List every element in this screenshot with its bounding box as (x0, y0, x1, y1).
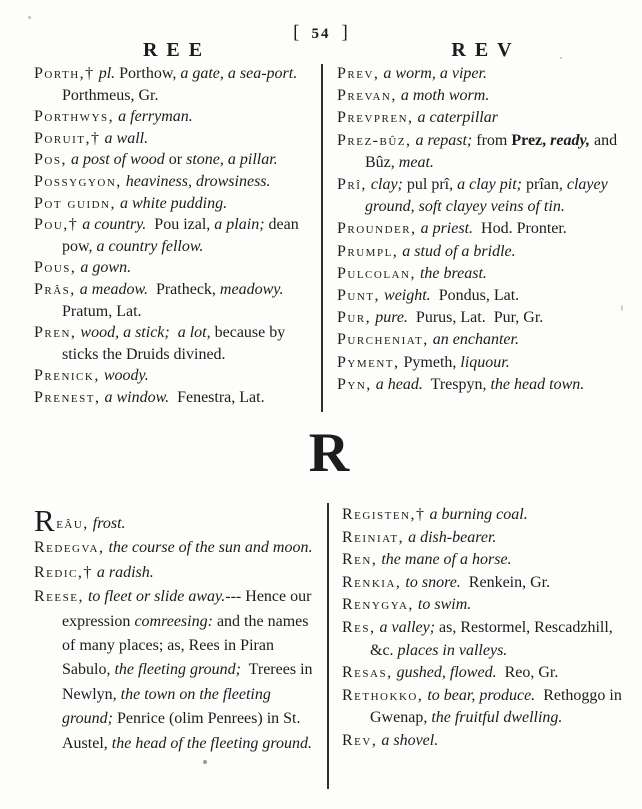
entry-text: the town on the fleeting ground; (62, 685, 275, 728)
dictionary-column-bottom-left (34, 503, 322, 756)
entry-headword: Prumpl, (337, 242, 399, 260)
dictionary-entry (34, 63, 320, 106)
entry-headword: Ren, (342, 551, 378, 569)
entry-text: stone, a pillar. (182, 151, 278, 169)
entry-text: Porthmeus, Gr. (62, 65, 306, 104)
entry-text: prîan, (521, 176, 567, 194)
entry-text: because by sticks the Druids divined. (62, 324, 290, 363)
dictionary-entry (34, 279, 320, 322)
dictionary-entry (337, 307, 635, 329)
entry-text: a ferryman. (114, 108, 193, 126)
dictionary-entry (337, 174, 635, 218)
entry-headword: Prenest, (34, 388, 101, 406)
entry-text: a white pudding. (116, 194, 228, 212)
entry-text: a shovel. (377, 731, 439, 749)
entry-text: a window. (100, 388, 170, 406)
entry-headword: Pou,† (34, 216, 79, 234)
scan-speck (621, 305, 623, 311)
entry-headword: Redegva, (34, 539, 105, 557)
entry-text: Reo, Gr. (496, 664, 559, 682)
page-number-value: 54 (311, 26, 331, 42)
dictionary-entry (337, 241, 635, 263)
dictionary-entry (337, 85, 635, 107)
entry-text: pl. (94, 65, 116, 82)
entry-text: Hence our expression (62, 588, 316, 630)
entry-text: a repast; (411, 131, 473, 149)
dictionary-entry (337, 285, 635, 307)
entry-text: Rethoggo in Gwenap, (370, 686, 626, 727)
dictionary-entry (337, 107, 635, 129)
entry-headword: Renkia, (342, 573, 402, 591)
dictionary-entry (34, 561, 322, 585)
entry-headword: Res, (342, 618, 376, 636)
scan-speck (28, 16, 31, 19)
entry-text: pure. (371, 309, 408, 327)
entry-text: a dish-bearer. (404, 528, 497, 546)
dictionary-entry (34, 503, 322, 538)
entry-text: wood, a stick; a lot, (76, 324, 211, 342)
entry-text: Penrice (olim Penrees) in St. Austel, (62, 710, 304, 752)
entry-text: Fenestra, Lat. (169, 388, 265, 406)
dictionary-entry (337, 218, 635, 240)
entry-text: Pondus, Lat. (430, 287, 520, 305)
entry-text: the fruitful dwelling. (431, 709, 563, 727)
entry-text: Purus, Lat. Pur, Gr. (407, 309, 544, 327)
dictionary-entry (342, 527, 634, 550)
entry-text: an enchanter. (428, 331, 519, 349)
entry-text: a radish. (92, 563, 154, 581)
entry-text: to snore. (401, 573, 461, 591)
entry-text: Hod. Pronter. (473, 220, 567, 238)
dictionary-entry (342, 549, 634, 572)
entry-text: a plain; (214, 216, 265, 234)
dictionary-entry (34, 193, 320, 215)
dictionary-entry (34, 149, 320, 171)
entry-headword: Prevan, (337, 87, 397, 105)
entry-text: a burning coal. (425, 506, 528, 523)
entry-headword: Pur, (337, 309, 372, 327)
entry-text: a head. (371, 375, 423, 393)
entry-headword: Redic,† (34, 563, 93, 581)
dictionary-entry (34, 214, 320, 257)
entry-text: a post of wood (66, 151, 169, 169)
entry-text: the fleeting ground; (114, 661, 241, 679)
column-divider-bottom (327, 503, 329, 789)
entry-text: Porthow, (115, 65, 181, 82)
dictionary-column-bottom-right (342, 504, 634, 753)
dictionary-column-top-left (34, 63, 320, 409)
entry-text: frost. (88, 515, 126, 532)
entry-text: and the names of many places; as, Rees in Piran Sabulo, (62, 612, 313, 679)
dictionary-entry (342, 504, 634, 527)
entry-text: a caterpillar (413, 109, 498, 127)
dictionary-entry (34, 365, 320, 387)
entry-text: woody. (99, 367, 149, 385)
entry-text: a stud of a bridle. (398, 242, 516, 260)
dictionary-entry (337, 329, 635, 351)
entry-headword: Renygya, (342, 596, 414, 614)
entry-text: Prez, (511, 131, 547, 149)
dictionary-entry (34, 387, 320, 409)
entry-headword: Pyment, (337, 353, 400, 371)
entry-headword: Prâs, (34, 280, 76, 298)
entry-text: dean pow, (62, 216, 303, 255)
entry-headword: Prevpren, (337, 109, 414, 127)
entry-headword: Rethokko, (342, 686, 424, 704)
dictionary-entry (342, 617, 634, 662)
entry-text: pul prî, (402, 176, 458, 194)
entry-headword: Pous, (34, 259, 77, 277)
entry-text: from (472, 131, 512, 149)
drop-cap-letter: R (34, 503, 56, 538)
dictionary-entry (342, 662, 634, 685)
dictionary-entry (34, 106, 320, 128)
entry-text: a worm, a viper. (379, 65, 487, 82)
column-header-ree: REE (142, 39, 212, 61)
entry-text: a country. (78, 216, 147, 234)
entry-text: meadowy. (219, 280, 284, 298)
dictionary-entry (337, 352, 635, 374)
entry-headword: Porthwys, (34, 108, 115, 126)
entry-headword: eâu, (56, 515, 89, 532)
entry-headword: Prenick, (34, 367, 100, 385)
entry-text: to fleet or slide away.--- (83, 588, 242, 606)
dictionary-entry (34, 171, 320, 193)
entry-text: and Bûz, (365, 131, 622, 171)
entry-text: as, Restormel, Rescadzhill, &c. (370, 618, 617, 659)
dictionary-entry (342, 594, 634, 617)
entry-text: a moth worm. (396, 87, 490, 105)
entry-text: a country fellow. (96, 237, 204, 255)
entry-text: a gown. (76, 259, 132, 277)
entry-text: Trespyn, (422, 375, 491, 393)
scan-speck (560, 57, 562, 59)
entry-text: the course of the sun and moon. (104, 539, 313, 557)
entry-headword: Pot guidn, (34, 194, 116, 212)
dictionary-entry (337, 263, 635, 285)
entry-text: a valley; (375, 618, 436, 636)
entry-text: Pou izal, (146, 216, 215, 234)
entry-headword: Possygyon, (34, 172, 122, 190)
entry-text: to bear, produce. (423, 686, 536, 704)
entry-headword: Pos, (34, 151, 67, 169)
entry-text: a wall. (100, 129, 149, 147)
entry-text: the head of the fleeting ground. (111, 734, 313, 752)
entry-text: heaviness, drowsiness. (121, 172, 271, 190)
page-number-bracket-right: ] (341, 22, 349, 43)
dictionary-entry (337, 374, 635, 396)
dictionary-entry (34, 257, 320, 279)
entry-text: the breast. (415, 264, 487, 282)
dictionary-entry (342, 572, 634, 595)
dictionary-entry (34, 322, 320, 365)
dictionary-column-top-right (337, 63, 635, 396)
entry-headword: Prev, (337, 65, 380, 82)
entry-text: clay; (366, 176, 403, 194)
entry-text: or (168, 151, 183, 169)
entry-headword: Pyn, (337, 375, 372, 393)
entry-headword: Resas, (342, 664, 393, 682)
entry-text: Pratum, Lat. (62, 280, 292, 320)
entry-headword: Prez-bûz, (337, 131, 412, 149)
column-divider-top (321, 64, 323, 412)
entry-text: a clay pit; (457, 176, 522, 194)
entry-text: to swim. (413, 596, 472, 614)
entry-headword: Pren, (34, 324, 77, 342)
entry-headword: Reiniat, (342, 528, 405, 546)
entry-text: meat. (398, 153, 434, 171)
entry-headword: Punt, (337, 287, 381, 305)
section-letter: R (308, 422, 350, 484)
dictionary-entry (337, 130, 635, 174)
entry-text: clayey ground, soft clayey veins of tin. (365, 176, 612, 216)
entry-headword: Porth,† (34, 65, 95, 82)
entry-text: Trerees in Newlyn, (62, 661, 317, 703)
entry-headword: Pulcolan, (337, 264, 416, 282)
dictionary-entry (34, 536, 322, 560)
dictionary-entry (34, 585, 322, 756)
dictionary-entry (342, 685, 634, 730)
dictionary-entry (337, 63, 635, 85)
entry-text: Pratheck, (147, 280, 220, 298)
dictionary-entry (34, 128, 320, 150)
scan-speck (203, 760, 207, 764)
entry-text: comreesing: (134, 612, 213, 630)
entry-headword: Rev, (342, 731, 378, 749)
entry-headword: Poruit,† (34, 129, 101, 147)
entry-text: liquour. (460, 353, 510, 371)
entry-text: the mane of a horse. (377, 551, 512, 569)
page-number-bracket-left: [ (293, 22, 301, 43)
entry-text: ready, (546, 131, 590, 149)
entry-text: Renkein, Gr. (460, 573, 551, 591)
entry-headword: Purcheniat, (337, 331, 429, 349)
column-header-rev: REV (451, 39, 521, 61)
entry-text: the head town. (490, 375, 585, 393)
entry-text: Pymeth, (399, 353, 461, 371)
entry-headword: Reese, (34, 588, 84, 606)
entry-text: a meadow. (75, 280, 148, 298)
entry-headword: Prî, (337, 176, 367, 194)
dictionary-entry (342, 730, 634, 753)
entry-text: a priest. (416, 220, 474, 238)
entry-headword: Registen,† (342, 506, 426, 523)
entry-text: gushed, flowed. (392, 664, 497, 682)
entry-headword: Prounder, (337, 220, 417, 238)
entry-text: a gate, a sea-port. (180, 65, 298, 82)
entry-text: places in valleys. (397, 641, 508, 659)
entry-text: weight. (380, 287, 431, 305)
